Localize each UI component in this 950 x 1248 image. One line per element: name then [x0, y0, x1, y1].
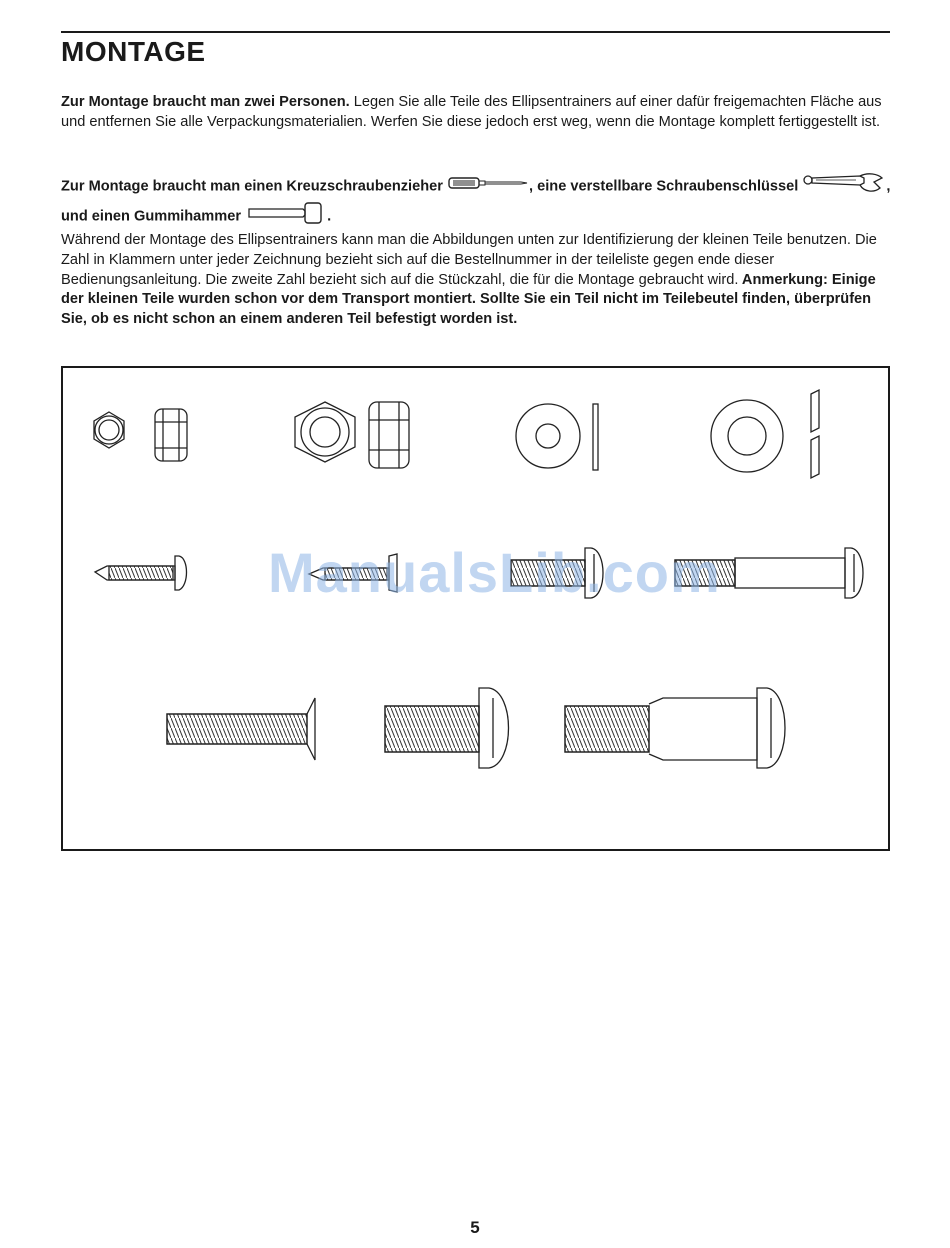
tools-paragraph — [61, 172, 893, 232]
tools-text-2: , eine verstellbare Schraubenschlüssel — [529, 178, 799, 195]
parts-figure — [61, 366, 890, 851]
header-rule — [61, 31, 890, 33]
intro-bold: Zur Montage braucht man zwei Personen. — [61, 94, 350, 110]
parts-info-text: Während der Montage des Ellipsentrainers kann man die Abbildungen unten zur Identifizierung der kleinen Teile benutzen. Die Zahl in Klammern unter jeder Zeichnung bezieht sich auf die Bestellnummer in der teileliste gegen ende dieser Bedienungsanleitung. Die zweite Zahl bezieht sich auf die Stückzahl, die für die Montage gebraucht wird. — [61, 232, 877, 288]
flat-washer-icon — [516, 404, 598, 470]
wrench-icon — [802, 172, 886, 201]
shoulder-bolt-icon — [565, 688, 785, 768]
page-number: 5 — [470, 1218, 480, 1237]
small-screw-icon — [95, 556, 187, 590]
small-nut-icon — [94, 409, 187, 461]
large-nut-icon — [295, 402, 409, 468]
intro-text: Legen Sie alle Teile des Ellipsentrainers auf einer dafür freigemachten Fläche aus und entfernen Sie alle Verpackungsmaterialien. Werfen Sie diese jedoch erst weg, wenn die Montage komplett fertiggestellt ist. — [61, 94, 882, 130]
tools-text-1: Zur Montage braucht man einen Kreuzschraubenzieher — [61, 178, 443, 195]
tools-text-3: , und einen Gummihammer — [61, 178, 891, 225]
button-head-bolt-icon — [385, 688, 509, 768]
tools-text-4: . — [327, 208, 332, 225]
page-title: MONTAGE — [61, 36, 206, 67]
watermark: ManualsLib.com — [268, 541, 721, 604]
intro-paragraph — [61, 93, 893, 133]
screwdriver-icon — [447, 175, 529, 198]
rubber-mallet-icon — [245, 201, 327, 232]
parts-info-note: Anmerkung: Einige der kleinen Teile wurden schon vor dem Transport montiert. Sollte Sie ein Teil nicht im Teilebeutel finden, überprüfen Sie, ob es nicht schon an einem anderen Teil befestigt worden ist. — [61, 271, 876, 328]
parts-info-paragraph — [61, 231, 893, 330]
parts-figure-drawing — [63, 368, 888, 849]
countersunk-bolt-icon — [167, 698, 315, 760]
split-lock-washer-icon — [711, 390, 819, 478]
